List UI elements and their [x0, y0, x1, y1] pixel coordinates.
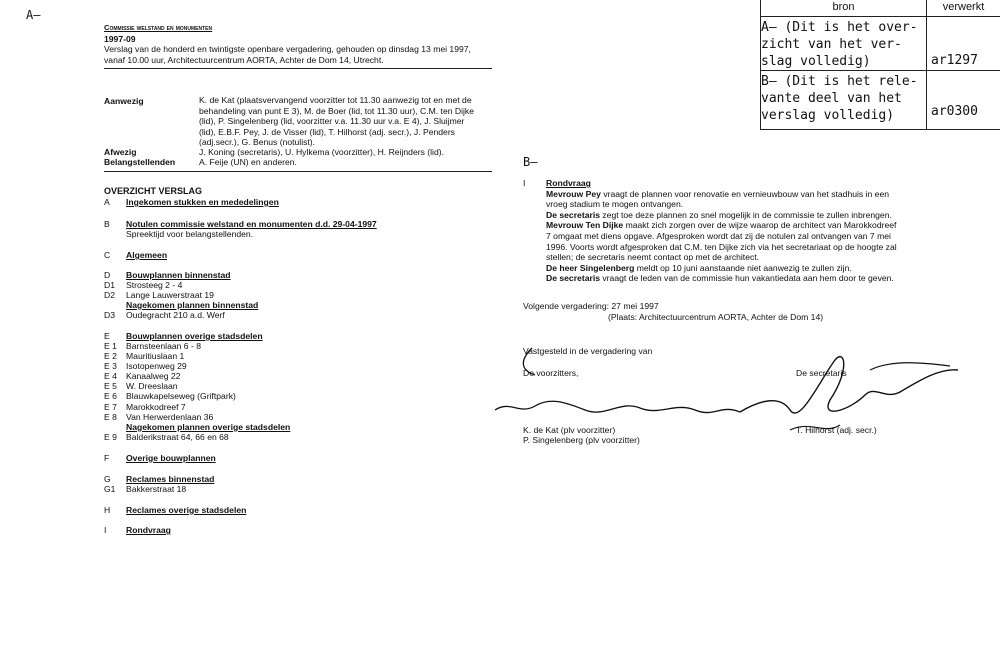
rondvraag-section — [546, 178, 976, 284]
overview-item: E 8 Van Herwerdenlaan 36 — [104, 412, 214, 422]
rondvraag-line: 1996. Voorts wordt afgesproken dat C.M. ten Dijke zich via het secretariaat op de hoogte zal — [546, 241, 897, 252]
signer-singelenberg: P. Singelenberg (plv voorzitter) — [523, 435, 640, 445]
next-meeting-place: (Plaats: Architectuurcentrum AORTA, Achter de Dom 14) — [608, 312, 824, 322]
rondvraag-title: Rondvraag — [546, 178, 591, 188]
aanwezig-line: K. de Kat (plaatsvervangend voorzitter tot 11.30 aanwezig tot en met de — [199, 95, 472, 105]
signature-stroke — [523, 348, 535, 375]
overview-item: A Ingekomen stukken en mededelingen — [104, 197, 279, 207]
bron-a-line: A– (Dit is het over- — [761, 20, 918, 35]
rondvraag-line: stellen; de secretaris neemt contact op met de architect. — [546, 252, 760, 263]
aanwezig-line: (lid), P. Singelenberg (lid, voorzitter v.a. 11.30 uur v.a. E 4), J. Sluijmer — [199, 116, 465, 127]
rondvraag-para: Mevrouw Ten Dijke maakt zich zorgen over de wijze waarop de architect van Marokkodreef — [546, 220, 897, 231]
overview-item: D1 Strosteeg 2 - 4 — [104, 280, 183, 290]
overview-item: B Notulen commissie welstand en monumenten d.d. 29-04-1997 — [104, 219, 377, 229]
overview-item: E 6 Blauwkapelseweg (Griftpark) — [104, 391, 236, 401]
signer-hilhorst: T. Hilhorst (adj. secr.) — [796, 425, 877, 435]
aanwezig-list — [199, 95, 499, 148]
org-title: Commissie welstand en monumenten — [104, 23, 213, 32]
overview-item: G Reclames binnenstad — [104, 474, 215, 484]
bron-a-line: zicht van het ver- — [761, 37, 902, 52]
document-header — [104, 23, 504, 65]
report-number: 1997-09 — [104, 33, 136, 44]
overview-title: OVERZICHT VERSLAG — [104, 186, 203, 196]
rondvraag-code: I — [523, 178, 526, 188]
overview-item: E 3 Isotopenweg 29 — [104, 361, 187, 371]
header-line-2: vanaf 10.00 uur, Architectuurcentrum AORTA, Achter de Dom 14, Utrecht. — [104, 54, 384, 65]
bron-a-cell — [760, 16, 927, 71]
overview-item: E Bouwplannen overige stadsdelen — [104, 331, 263, 341]
divider — [104, 68, 492, 69]
overview-item: E 9 Balderikstraat 64, 66 en 68 — [104, 432, 229, 442]
overview-item: D2 Lange Lauwerstraat 19 — [104, 290, 214, 300]
overview-item: C Algemeen — [104, 250, 168, 260]
overview-item: D3 Oudegracht 210 a.d. Werf — [104, 310, 225, 320]
signature-stroke — [495, 401, 740, 412]
rondvraag-line: vroeg stadium te mogen ontvangen. — [546, 199, 684, 210]
overview-item: E 2 Mauritiuslaan 1 — [104, 351, 185, 361]
afwezig-label: Afwezig — [104, 147, 137, 157]
aanwezig-line: behandeling van punt E 3), M. de Boer (lid, tot 11.30 uur), C.M. ten Dijke — [199, 105, 474, 116]
aanwezig-label: Aanwezig — [104, 96, 144, 106]
overview-item: Spreektijd voor belangstellenden. — [126, 229, 254, 239]
signature-stroke — [740, 357, 958, 413]
belangstellenden-list: A. Feije (UN) en anderen. — [199, 157, 297, 167]
bron-b-line: vante deel van het — [761, 91, 902, 106]
overview-item: Nagekomen plannen overige stadsdelen — [126, 422, 291, 432]
overview-item: E 4 Kanaalweg 22 — [104, 371, 181, 381]
bron-a-line: slag volledig) — [761, 54, 871, 69]
divider — [104, 171, 492, 172]
verwerkt-a-cell — [926, 16, 1000, 71]
verwerkt-header: verwerkt — [926, 0, 1000, 17]
voorzitters-label: De voorzitters, — [523, 368, 579, 378]
overview-item: E 5 W. Dreeslaan — [104, 381, 178, 391]
verwerkt-b-code: ar0300 — [931, 104, 978, 119]
b-margin-marker: B– — [523, 155, 538, 169]
bron-table — [760, 0, 1000, 130]
header-line-1: Verslag van de honderd en twintigste openbare vergadering, gehouden op dinsdag 13 mei 1997, — [104, 44, 471, 55]
bron-b-cell — [760, 70, 927, 130]
afwezig-list: J. Koning (secretaris), U. Hylkema (voorzitter), H. Reijnders (lid). — [199, 147, 444, 157]
aanwezig-line: (lid), E.B.F. Pey, J. de Visser (lid), T. Hilhorst (adj. secr.), J. Penders — [199, 126, 455, 137]
bron-b-line: verslag volledig) — [761, 108, 895, 123]
verwerkt-b-cell — [926, 70, 1000, 130]
secretaris-label: De secretaris — [796, 368, 847, 378]
overview-item: I Rondvraag — [104, 525, 171, 535]
rondvraag-line: 7 omgaat met diens opgave. Afgesproken wordt dat zij de notulen zal ontvangen van 7 mei — [546, 230, 891, 241]
rondvraag-para: De secretaris vraagt de leden van de commissie hun vakantiedata aan hem door te geven. — [546, 273, 894, 284]
overview-item: D Bouwplannen binnenstad — [104, 270, 231, 280]
bron-header: bron — [760, 0, 927, 17]
overview-item: E 1 Barnsteenlaan 6 - 8 — [104, 341, 202, 351]
belangstellenden-label: Belangstellenden — [104, 157, 176, 167]
aanwezig-line: (adj.secr.), G. Benus (notulist). — [199, 137, 316, 148]
vastgesteld-text: Vastgesteld in de vergadering van — [523, 346, 653, 356]
bron-b-line: B– (Dit is het rele- — [761, 74, 918, 89]
overview-item: E 7 Marokkodreef 7 — [104, 402, 186, 412]
next-meeting: Volgende vergadering: 27 mei 1997 — [523, 301, 659, 311]
rondvraag-para: Mevrouw Pey vraagt de plannen voor renovatie en vernieuwbouw van het stadhuis in een — [546, 188, 890, 199]
verwerkt-a-code: ar1297 — [931, 53, 978, 68]
rondvraag-para: De secretaris zegt toe deze plannen zo snel mogelijk in de commissie te zullen inbrengen. — [546, 209, 892, 220]
rondvraag-para: De heer Singelenberg meldt op 10 juni aanstaande niet aanwezig te zullen zijn. — [546, 262, 852, 273]
overview-item: H Reclames overige stadsdelen — [104, 505, 247, 515]
signer-de-kat: K. de Kat (plv voorzitter) — [523, 425, 616, 435]
a-margin-marker: A– — [26, 8, 41, 22]
overview-item: F Overige bouwplannen — [104, 453, 216, 463]
overview-item: Nagekomen plannen binnenstad — [126, 300, 259, 310]
signature-stroke — [870, 363, 950, 370]
overview-item: G1 Bakkerstraat 18 — [104, 484, 187, 494]
